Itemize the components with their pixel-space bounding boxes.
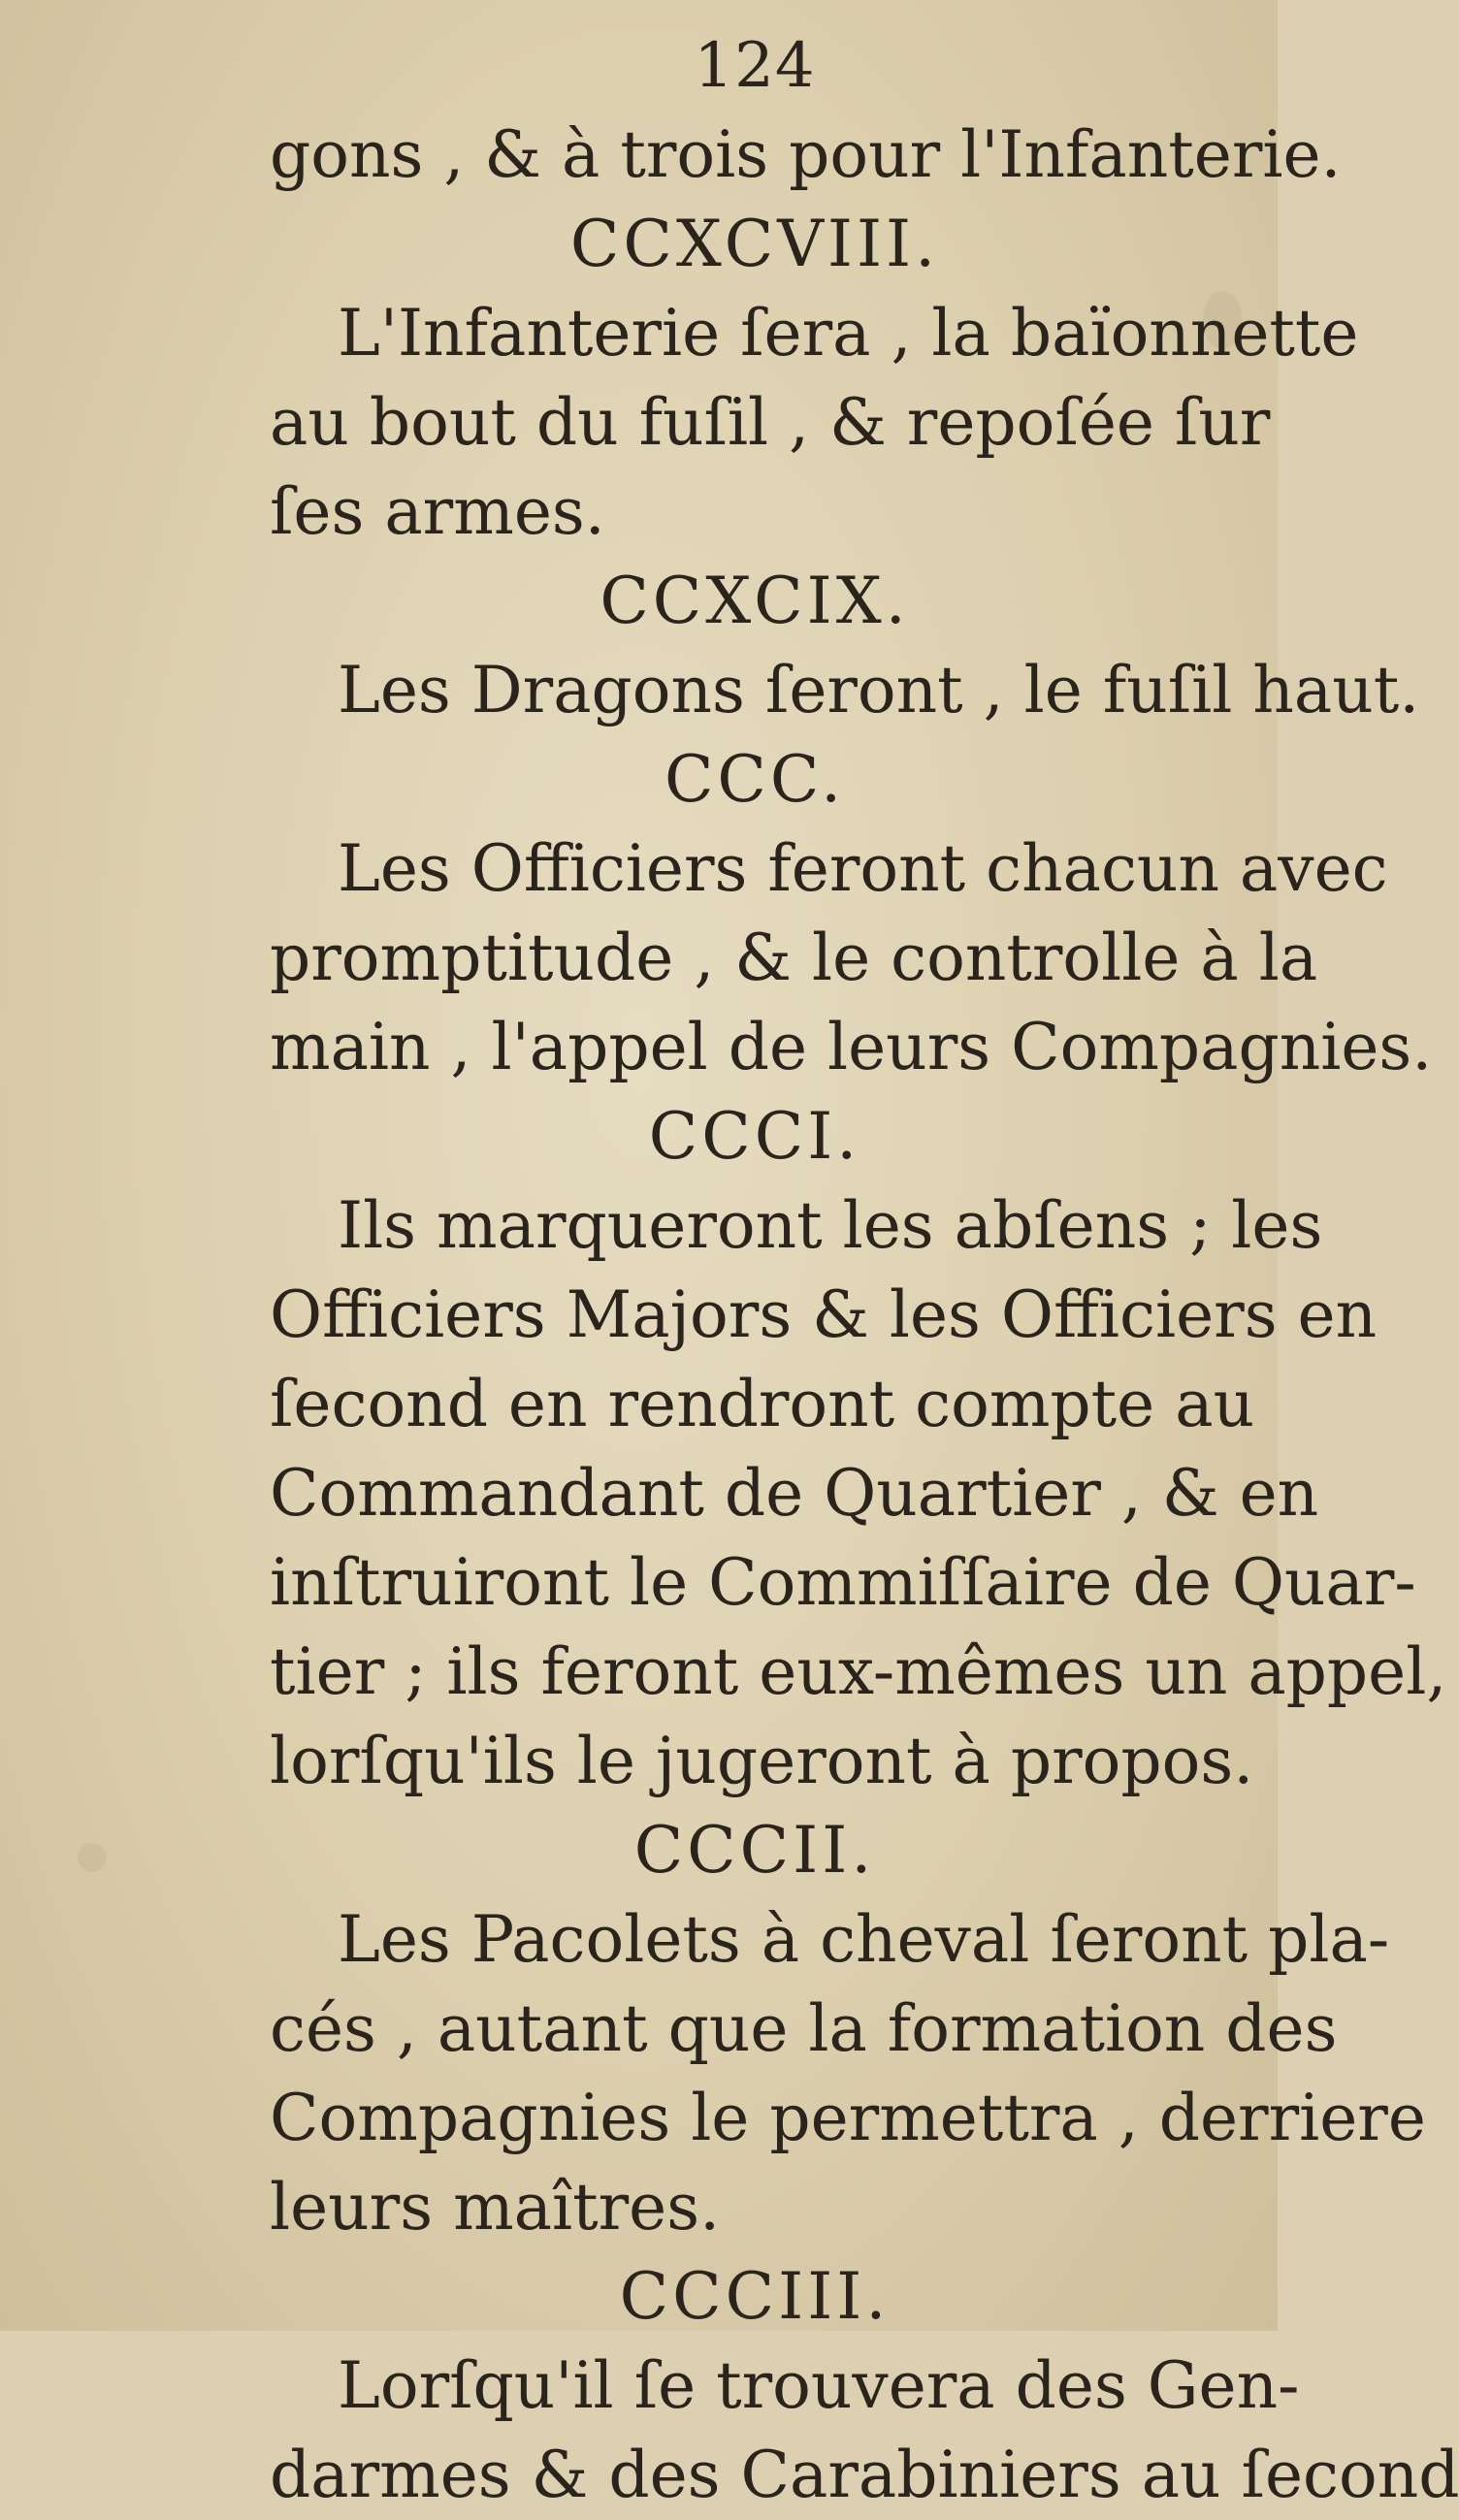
text-line: darmes & des Carabiniers au ſecond <box>270 2438 1459 2512</box>
text-line: Les Dragons ſeront , le fuſil haut. <box>338 653 1420 727</box>
text-line: Lorſqu'il ſe trouvera des Gen- <box>338 2348 1300 2423</box>
text-block <box>270 21 1459 2520</box>
text-line: Commandant de Quartier , & en <box>270 1456 1319 1531</box>
article-heading: CCXCVIII. <box>569 207 940 281</box>
text-line: Les Pacolets à cheval ſeront pla- <box>338 1902 1390 1977</box>
article-ccxcix <box>270 557 1420 735</box>
article-ccci <box>270 1092 1447 1806</box>
text-line: Les Officiers feront chacun avec <box>338 831 1388 906</box>
text-line: tier ; ils feront eux-mêmes un appel, <box>270 1634 1447 1709</box>
article-heading: CCXCIX. <box>600 564 910 638</box>
text-line: au bout du fuſil , & repoſée ſur <box>270 385 1271 460</box>
article-heading: CCC. <box>664 742 846 817</box>
text-line: lorſqu'ils le jugeront à propos. <box>270 1724 1254 1798</box>
page-number: 124 <box>694 30 816 102</box>
text-line: Officiers Majors & les Officiers en <box>270 1277 1378 1352</box>
paper-stain <box>78 1843 107 1872</box>
text-line: promptitude , & le controlle à la <box>270 921 1318 995</box>
text-line: inſtruiront le Commiſſaire de Quar- <box>270 1545 1416 1620</box>
text-line: main , l'appel de leurs Compagnies. <box>270 1010 1433 1084</box>
text-line: Compagnies le permettra , derriere <box>270 2081 1426 2155</box>
article-heading: CCCI. <box>648 1099 861 1174</box>
article-heading: CCCII. <box>633 1813 876 1888</box>
text-line: leurs maîtres. <box>270 2170 721 2245</box>
article-ccc <box>270 735 1433 1092</box>
article-ccciii <box>270 2252 1459 2520</box>
text-line: gons , & à trois pour l'Infanterie. <box>270 117 1342 192</box>
article-cccii <box>270 1806 1426 2252</box>
text-line: cés , autant que la formation des <box>270 1991 1338 2066</box>
text-line: L'Infanterie ſera , la baïonnette <box>338 296 1359 371</box>
article-ccxcviii <box>270 200 1359 557</box>
text-line: ſecond en rendront compte au <box>270 1367 1255 1441</box>
article-heading: CCCIII. <box>619 2259 891 2334</box>
text-line: ſes armes. <box>270 474 605 549</box>
text-line: Ils marqueront les abſens ; les <box>338 1188 1323 1263</box>
article-continuation <box>270 111 1342 200</box>
